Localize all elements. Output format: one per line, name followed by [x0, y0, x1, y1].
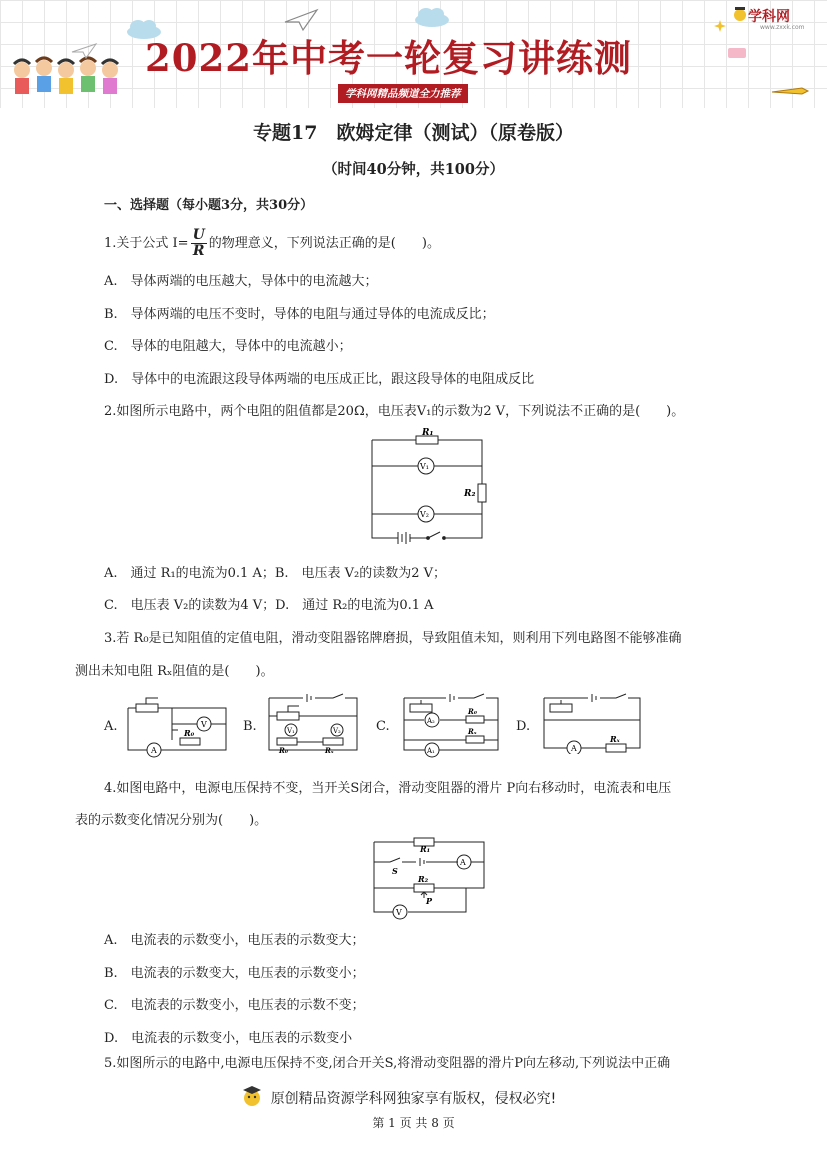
- q3-figure-d-letter: D.: [516, 719, 531, 734]
- q3c-label-r0: R₀: [468, 707, 477, 716]
- question-2-stem: 2.如图所示电路中，两个电阻的阻值都是20Ω，电压表V₁的示数为2 V，下列说法不正确的是( )。: [104, 404, 685, 419]
- q3-figure-b-letter: B.: [243, 719, 257, 734]
- q4-option-c: C. 电流表的示数变小，电压表的示数不变；: [104, 998, 365, 1013]
- q2-label-v2: V₂: [420, 510, 429, 519]
- q1-option-b: B. 导体两端的电压不变时，导体的电阻与通过导体的电流成反比；: [104, 307, 495, 322]
- q1-stem-after: 的物理意义，下列说法正确的是( )。: [208, 236, 440, 251]
- q2-label-r1: R₁: [422, 428, 434, 438]
- question-5-stem: 5.如图所示的电路中,电源电压保持不变,闭合开关S,将滑动变阻器的滑片P向左移动,下列说法中正确: [104, 1056, 671, 1071]
- q3c-label-rx: Rₓ: [468, 727, 477, 736]
- cloud-icon: [412, 6, 452, 28]
- q4-circuit-diagram: [370, 834, 490, 920]
- q3-circuit-c: [396, 690, 506, 758]
- page-number: 第 1 页 共 8 页: [372, 1116, 455, 1130]
- q3b-label-rx: Rₓ: [325, 746, 334, 754]
- star-icon: [714, 20, 726, 32]
- q3a-label-r0: R₀: [184, 728, 195, 738]
- question-3-stem-line-1: 3.若 R₀是已知阻值的定值电阻，滑动变阻器铭牌磨损，导致阻值未知，则利用下列电路图不能够准确: [104, 631, 682, 646]
- section-heading: 一、选择题（每小题3分，共30分）: [104, 198, 314, 213]
- banner-tagline: 学科网精品频道全力推荐: [338, 84, 468, 103]
- q1-option-d: D. 导体中的电流跟这段导体两端的电压成正比，跟这段导体的电阻成反比: [104, 372, 535, 387]
- children-illustration: [8, 56, 138, 106]
- q4-label-p: P: [426, 896, 433, 906]
- q3d-label-a: A: [571, 744, 577, 753]
- q4-option-a: A. 电流表的示数变小，电压表的示数变大；: [104, 933, 365, 948]
- q2-circuit-diagram: [366, 426, 496, 548]
- logo-mascot-icon: [732, 6, 748, 22]
- q2-options-row-2: C. 电压表 V₂的读数为4 V；D. 通过 R₂的电流为0.1 A: [104, 598, 434, 613]
- q3-circuit-d: [540, 690, 650, 754]
- q1-option-c: C. 导体的电阻越大，导体中的电流越小；: [104, 339, 352, 354]
- logo-url: www.zxxk.com: [760, 24, 805, 31]
- q4-label-a: A: [460, 858, 466, 867]
- question-1-stem: [104, 228, 440, 259]
- banner-title: 2022年中考一轮复习讲练测: [145, 36, 632, 80]
- question-4-stem-line-2: 表的示数变化情况分别为( )。: [75, 813, 268, 828]
- q3-circuit-b: [263, 690, 363, 754]
- document-title: 专题17 欧姆定律（测试）（原卷版）: [253, 122, 574, 144]
- header-banner: [0, 0, 827, 108]
- q2-options-row-1: A. 通过 R₁的电流为0.1 A；B. 电压表 V₂的读数为2 V；: [104, 566, 447, 581]
- fraction-denominator: R: [192, 243, 205, 259]
- document-subtitle: （时间40分钟，共100分）: [323, 161, 504, 178]
- question-3-stem-line-2: 测出未知电阻 Rₓ阻值的是( )。: [75, 664, 274, 679]
- q3-figure-c-letter: C.: [376, 719, 390, 734]
- q3c-label-a2: A₂: [427, 717, 435, 725]
- q3d-label-rx: Rₓ: [610, 734, 620, 744]
- q4-option-d: D. 电流表的示数变小，电压表的示数变小: [104, 1031, 353, 1046]
- q4-label-v: V: [396, 908, 402, 917]
- q3c-label-a1: A₁: [427, 747, 435, 755]
- copyright-note: 原创精品资源学科网独家享有版权，侵权必究!: [270, 1091, 557, 1107]
- paper-plane-icon: [70, 42, 98, 60]
- q4-label-r1: R₁: [420, 844, 431, 854]
- q3b-label-v2: V₂: [333, 727, 341, 735]
- q3a-label-v: V: [201, 720, 207, 729]
- fraction-numerator: U: [192, 227, 205, 243]
- logo-text: 学科网: [748, 9, 790, 25]
- q4-label-s: S: [392, 866, 398, 876]
- q2-label-v1: V₁: [420, 462, 429, 471]
- q3-figure-a-letter: A.: [104, 719, 118, 734]
- q1-stem-before: 1.关于公式 I=: [104, 236, 189, 251]
- q3a-label-a: A: [151, 746, 157, 755]
- q4-option-b: B. 电流表的示数变大，电压表的示数变小；: [104, 966, 365, 981]
- formula-fraction: [191, 228, 207, 259]
- q3-circuit-a: [126, 694, 238, 758]
- q4-label-r2: R₂: [418, 874, 429, 884]
- q1-option-a: A. 导体两端的电压越大，导体中的电流越大；: [104, 274, 378, 289]
- pencil-icon: [770, 84, 810, 100]
- eraser-icon: [726, 46, 748, 60]
- q3b-label-r0: R₀: [279, 746, 288, 754]
- q3b-label-v1: V₁: [287, 727, 295, 735]
- q2-label-r2: R₂: [464, 489, 476, 499]
- question-4-stem-line-1: 4.如图电路中，电源电压保持不变，当开关S闭合，滑动变阻器的滑片 P向右移动时，电流表和电压: [104, 781, 672, 796]
